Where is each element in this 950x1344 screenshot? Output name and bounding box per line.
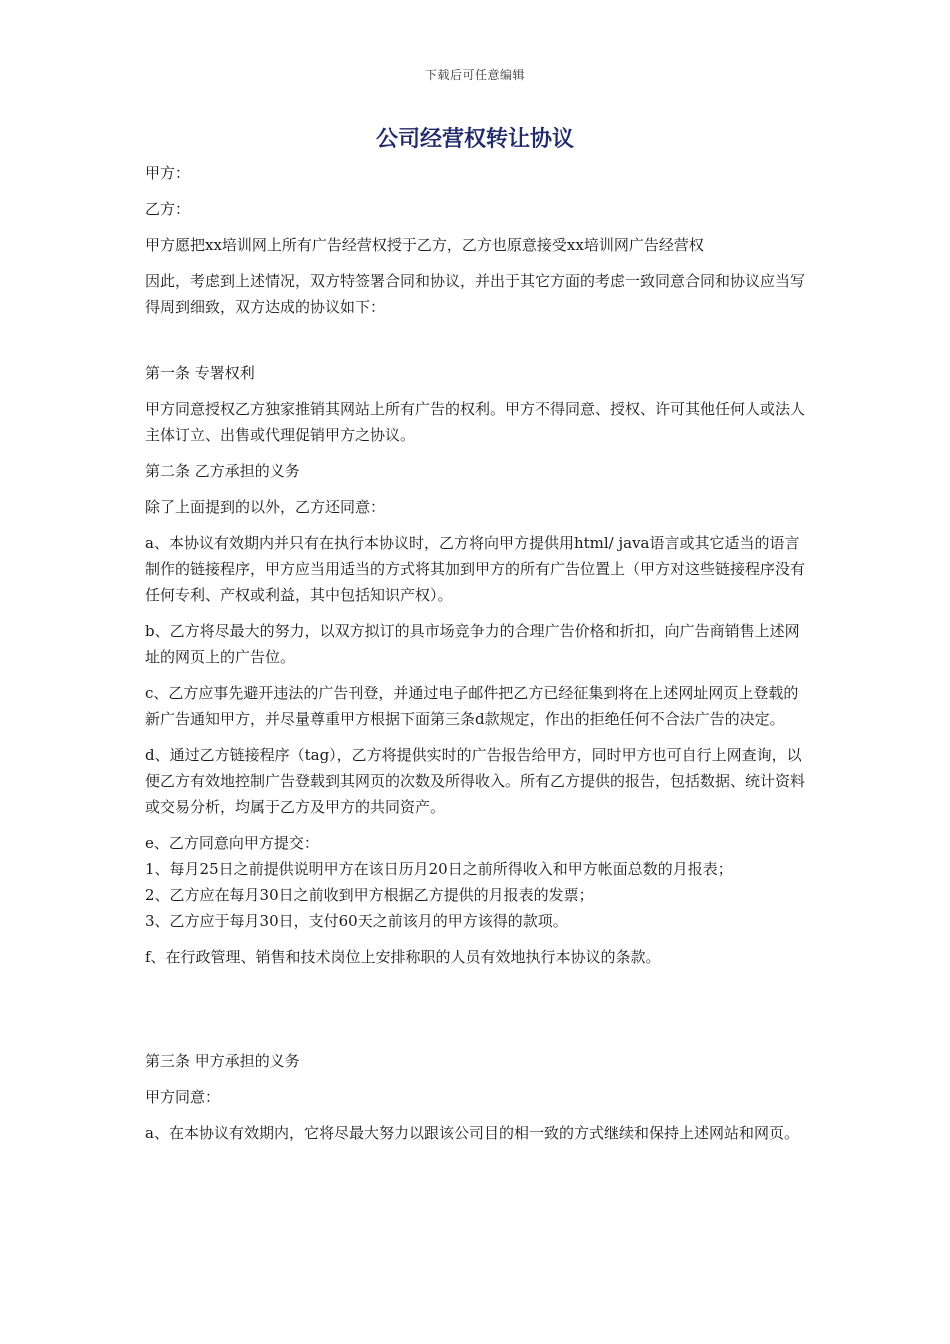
article-2-clause-e: e、乙方同意向甲方提交： [145,834,319,852]
article-2-clause-d: d、通过乙方链接程序（tag），乙方将提供实时的广告报告给甲方，同时甲方也可自行上网查询，以便乙方有效地控制广告登载到其网页的次数及所得收入。所有乙方提供的报告，包括数据、统计资料或交易分析，均属于乙方及甲方的共同资产。 [145,746,806,816]
article-1-text: 甲方同意授权乙方独家推销其网站上所有广告的权利。甲方不得同意、授权、许可其他任何人或法人主体订立、出售或代理促销甲方之协议。 [145,400,806,444]
article-2-clause-a: a、本协议有效期内并只有在执行本协议时，乙方将向甲方提供用html/ java语言或其它适当的语言制作的链接程序，甲方应当用适当的方式将其加到甲方的所有广告位置上（甲方对这些链接程序没有任何专利、产权或利益，其中包括知识产权）。 [145,534,806,604]
article-2-heading: 第二条 乙方承担的义务 [145,462,300,480]
article-2-clause-b: b、乙方将尽最大的努力，以双方拟订的具市场竞争力的合理广告价格和折扣，向广告商销售上述网址的网页上的广告位。 [145,622,800,666]
party-b-label: 乙方： [145,200,191,218]
intro-paragraph-2: 因此，考虑到上述情况，双方特签署合同和协议，并出于其它方面的考虑一致同意合同和协议应当写得周到细致，双方达成的协议如下： [145,272,806,316]
article-2-clause-c: c、乙方应事先避开违法的广告刊登，并通过电子邮件把乙方已经征集到将在上述网址网页上登载的新广告通知甲方，并尽量尊重甲方根据下面第三条d款规定，作出的拒绝任何不合法广告的决定。 [145,684,799,728]
page-header-note: 下载后可任意编辑 [424,68,525,82]
article-1-heading: 第一条 专署权利 [145,364,255,382]
article-2-intro: 除了上面提到的以外，乙方还同意： [145,498,386,516]
document-title: 公司经营权转让协议 [375,127,574,152]
party-a-label: 甲方： [145,164,191,182]
intro-paragraph-1: 甲方愿把xx培训网上所有广告经营权授于乙方，乙方也原意接受xx培训网广告经营权 [145,236,704,254]
article-2-clause-f: f、在行政管理、销售和技术岗位上安排称职的人员有效地执行本协议的条款。 [145,948,661,966]
document-body [145,160,810,1146]
article-2-clause-e-item-3: 3、乙方应于每月30日，支付60天之前该月的甲方该得的款项。 [145,912,568,930]
article-3-clause-a: a、在本协议有效期内，它将尽最大努力以跟该公司目的相一致的方式继续和保持上述网站和网页。 [145,1124,799,1142]
article-2-clause-e-item-2: 2、乙方应在每月30日之前收到甲方根据乙方提供的月报表的发票； [145,886,594,904]
article-2-clause-e-item-1: 1、每月25日之前提供说明甲方在该日历月20日之前所得收入和甲方帐面总数的月报表； [145,860,733,878]
article-3-heading: 第三条 甲方承担的义务 [145,1052,300,1070]
article-3-intro: 甲方同意： [145,1088,221,1106]
